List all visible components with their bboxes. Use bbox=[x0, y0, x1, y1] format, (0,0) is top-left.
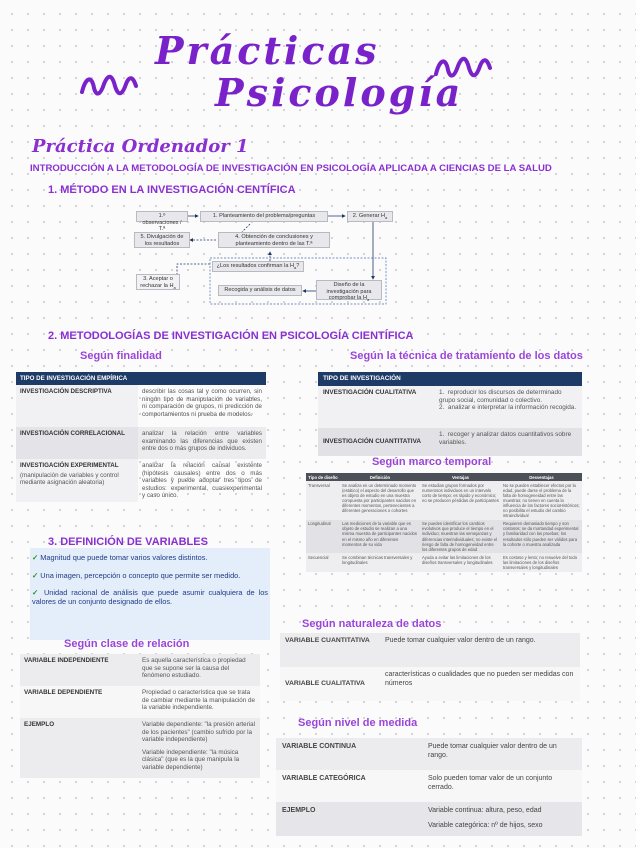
row-value: Solo pueden tomar valor de un conjunto cerrado. bbox=[422, 770, 582, 802]
row-value bbox=[434, 386, 582, 428]
row-value: características o cualidades que no pueden ser medidas con números bbox=[380, 667, 580, 701]
cell: Se estudian grupos formados por numerosos individuos en un intervalo corto de tiempo: es rápido y económico; no se producen pérdidas de participantes bbox=[420, 481, 501, 520]
row-key: INVESTIGACIÓN DESCRIPTIVA bbox=[16, 385, 138, 427]
row-key: EJEMPLO bbox=[276, 802, 422, 836]
method-diagram bbox=[130, 200, 400, 310]
diseno-label: Diseño de la investigación para comprobar la H bbox=[326, 282, 372, 302]
checkmark-icon: ✓ bbox=[32, 553, 39, 562]
col-header: Desventajas bbox=[501, 473, 582, 481]
page-title-line1: Prácticas bbox=[155, 28, 380, 73]
finalidad-heading: Según finalidad bbox=[80, 350, 162, 362]
row-value: analizar la relación causal existente (hipótesis causales) entre dos o más variables y puede adoptar tres tipos de estudios: experimental, cuasiexperimental y caso único. bbox=[142, 462, 262, 500]
diagram-node-aceptar bbox=[136, 274, 180, 290]
row-key-title: INVESTIGACIÓN EXPERIMENTAL bbox=[20, 462, 119, 470]
cell: Las mediciones de la variable que es objeto de estudio se realizan a una misma muestra de participantes nacidos en el mismo año en diferentes momentos de su vida bbox=[340, 520, 420, 554]
intro-heading: INTRODUCCIÓN A LA METODOLOGÍA DE INVESTIGACIÓN EN PSICOLOGÍA APLICADA A CIENCIAS DE LA SALUD bbox=[30, 163, 552, 174]
example-dependent: Variable dependiente: "la presión arterial de los pacientes" (cambio sufrido por la variable independiente) bbox=[142, 721, 256, 744]
checkmark-icon: ✓ bbox=[32, 588, 41, 597]
confirman-sub: a bbox=[294, 265, 297, 271]
row-key-note: (manipulación de variables y control mediante asignación aleatoria) bbox=[20, 471, 119, 487]
row-value bbox=[434, 428, 582, 456]
example-categorica: Variable categórica: nº de hijos, sexo bbox=[428, 822, 543, 829]
row-key: VARIABLE CUANTITATIVA bbox=[280, 633, 380, 667]
variables-definition-box bbox=[30, 548, 270, 640]
generar-sub: a bbox=[385, 215, 388, 221]
cell: Longitudinal bbox=[306, 520, 340, 554]
cell: Se pueden identificar los cambios evolutivos que produce el tiempo en el individuo; muestran las semejanzas y diferencias interindividuales; no existe el riesgo de falta de homogeneidad entre los diferentes grupos de edad bbox=[420, 520, 501, 554]
row-value: Puede tomar cualquier valor dentro de un rango. bbox=[422, 738, 582, 770]
temporal-table bbox=[306, 473, 582, 572]
naturaleza-table bbox=[280, 633, 580, 701]
generar-label: 2. Generar H bbox=[352, 213, 386, 219]
cell: Se analiza en un determinado momento (estático) el aspecto del desarrollo que es objeto de estudio en una muestra compuesta por participantes nacidos en diferentes momentos, pertenecientes a diferentes generaciones o cohortes bbox=[340, 481, 420, 520]
row-key: EJEMPLO bbox=[20, 718, 138, 778]
diagram-node-confirman bbox=[212, 261, 304, 272]
example-independent: Variable independiente: "la música clásica" (que es la que manipula la variable dependiente) bbox=[142, 748, 240, 771]
section3-title: 3. DEFINICIÓN DE VARIABLES bbox=[48, 536, 208, 548]
row-value: Propiedad o característica que se trata de cambiar mediante la manipulación de la variable independiente. bbox=[138, 686, 260, 718]
tecnica-table-header: TIPO DE INVESTIGACIÓN bbox=[318, 372, 582, 386]
table-row bbox=[280, 667, 580, 701]
list-item: 2. analizar e interpretar la información recogida. bbox=[439, 404, 577, 412]
table-row bbox=[20, 654, 260, 686]
table-row bbox=[20, 686, 260, 718]
confirman-end: ? bbox=[296, 263, 300, 269]
diagram-node-diseno bbox=[316, 280, 382, 303]
practice-title: Práctica Ordenador 1 bbox=[32, 136, 249, 157]
medida-heading: Según nivel de medida bbox=[298, 717, 418, 729]
table-row bbox=[20, 718, 260, 778]
bullet-text: Magnitud que puede tomar varios valores distintos. bbox=[40, 553, 208, 562]
list-item: 1. reproducir los discursos de determinado grupo social, comunidad o colectivo. bbox=[439, 388, 562, 404]
example-continua: Variable continua: altura, peso, edad bbox=[428, 807, 542, 814]
row-value bbox=[138, 718, 260, 778]
table-row bbox=[16, 459, 266, 502]
col-header: Definición bbox=[340, 473, 420, 481]
cell: Transversal bbox=[306, 481, 340, 520]
row-key: VARIABLE DEPENDIENTE bbox=[20, 686, 138, 718]
table-row bbox=[306, 481, 582, 520]
page-title-line2: Psicología bbox=[215, 70, 464, 115]
temporal-heading: Según marco temporal bbox=[372, 456, 492, 468]
bullet-text: Unidad racional de análisis que puede asumir cualquiera de los valores de un conjunto designado de ellos. bbox=[32, 588, 269, 606]
bullet-item bbox=[32, 571, 266, 580]
tecnica-table bbox=[318, 372, 582, 456]
cell: Requieren demasiado tiempo y son costosos; se da mortandad experimental y familiaridad con las pruebas; los resultados sólo pueden ser válidos para la cohorte o muestra analizada bbox=[501, 520, 582, 554]
col-header: Ventajas bbox=[420, 473, 501, 481]
diagram-node-conclusiones: 4. Obtención de conclusiones y planteamiento dentro de las T.ª bbox=[218, 232, 330, 248]
diagram-node-observaciones: 1.º observaciones / T.ª bbox=[136, 211, 188, 222]
aceptar-label: 3. Aceptar o rechazar la H bbox=[140, 276, 174, 289]
bullet-text: Una imagen, percepción o concepto que permite ser medido. bbox=[40, 571, 241, 580]
table-row bbox=[318, 386, 582, 428]
table-row bbox=[276, 802, 582, 836]
row-key: VARIABLE CATEGÓRICA bbox=[276, 770, 422, 802]
aceptar-sub: a bbox=[173, 284, 176, 290]
diagram-node-recogida: Recogida y análisis de datos bbox=[218, 285, 302, 296]
finalidad-table bbox=[16, 372, 266, 502]
checkmark-icon: ✓ bbox=[32, 571, 39, 580]
medida-table bbox=[276, 738, 582, 836]
list-item-text: recoger y analizar datos cuantitativos sobre variables. bbox=[439, 430, 572, 446]
section2-title: 2. METODOLOGÍAS DE INVESTIGACIÓN EN PSICOLOGÍA CIENTÍFICA bbox=[48, 330, 414, 342]
table-row bbox=[306, 553, 582, 571]
squiggle-left bbox=[78, 70, 140, 100]
list-item-text: analizar e interpretar la información recogida. bbox=[447, 404, 577, 412]
row-key: VARIABLE INDEPENDIENTE bbox=[20, 654, 138, 686]
row-value: Es aquella característica o propiedad que se supone ser la causa del fenómeno estudiado. bbox=[138, 654, 260, 686]
section1-title: 1. MÉTODO EN LA INVESTIGACIÓN CENTÍFICA bbox=[48, 184, 296, 196]
cell: Es costoso y lento; no resuelve del todo las limitaciones de los diseños transversales y longitudinales bbox=[501, 553, 582, 571]
cell: Ayuda a evitar las limitaciones de los diseños transversales y longitudinales bbox=[420, 553, 501, 571]
diseno-sub: a bbox=[367, 297, 370, 303]
table-row bbox=[16, 385, 266, 427]
col-header: Tipo de diseño bbox=[306, 473, 340, 481]
row-key: VARIABLE CONTINUA bbox=[276, 738, 422, 770]
diagram-node-planteamiento: 1. Planteamiento del problema/preguntas bbox=[200, 211, 328, 222]
cell: No se pueden establecer efectos por la edad, puede darse el problema de la falta de homogeneidad entre las muestras; no tienen en cuenta la influencia de los factores socioHistóricos; no posibilita el estudio del cambio intraindividual bbox=[501, 481, 582, 520]
finalidad-table-header: TIPO DE INVESTIGACIÓN EMPÍRICA bbox=[16, 372, 266, 385]
row-key: INVESTIGACIÓN CORRELACIONAL bbox=[16, 427, 138, 459]
row-key: INVESTIGACIÓN CUANTITATIVA bbox=[318, 428, 434, 456]
cell: Secuencial bbox=[306, 553, 340, 571]
confirman-label: ¿Los resultados confirman la H bbox=[216, 263, 295, 269]
bullet-item bbox=[32, 588, 268, 606]
bullet-item bbox=[32, 553, 266, 562]
cell: Se combinan técnicas transversales y longitudinales bbox=[340, 553, 420, 571]
row-value: Puede tomar cualquier valor dentro de un rango. bbox=[380, 633, 580, 667]
diagram-node-divulgacion: 5. Divulgación de los resultados bbox=[134, 232, 190, 248]
table-row bbox=[280, 633, 580, 667]
table-row bbox=[318, 428, 582, 456]
list-item-text: reproducir los discursos de determinado grupo social, comunidad o colectivo. bbox=[439, 388, 562, 404]
list-item: 1. recoger y analizar datos cuantitativos sobre variables. bbox=[439, 430, 572, 446]
row-value: analizar la relación entre variables examinando las diferencias que existen entre dos o más grupos de individuos. bbox=[138, 427, 266, 459]
row-value: describir las cosas tal y como ocurren, sin ningún tipo de manipulación de variables, ni comparación de grupos, ni predicción de comportamientos ni prueba de modelos. bbox=[142, 388, 262, 418]
row-key: INVESTIGACIÓN CUALITATIVA bbox=[318, 386, 434, 428]
naturaleza-heading: Según naturaleza de datos bbox=[302, 618, 442, 630]
row-key: VARIABLE CUALITATIVA bbox=[280, 667, 380, 701]
table-row bbox=[306, 520, 582, 554]
diagram-node-generar bbox=[347, 211, 393, 222]
relacion-heading: Según clase de relación bbox=[64, 638, 190, 650]
table-row bbox=[16, 427, 266, 459]
table-row bbox=[276, 738, 582, 770]
tecnica-heading: Según la técnica de tratamiento de los datos bbox=[350, 350, 583, 362]
row-value bbox=[422, 802, 582, 836]
relacion-table bbox=[20, 654, 260, 778]
table-row bbox=[276, 770, 582, 802]
row-key bbox=[16, 459, 138, 502]
